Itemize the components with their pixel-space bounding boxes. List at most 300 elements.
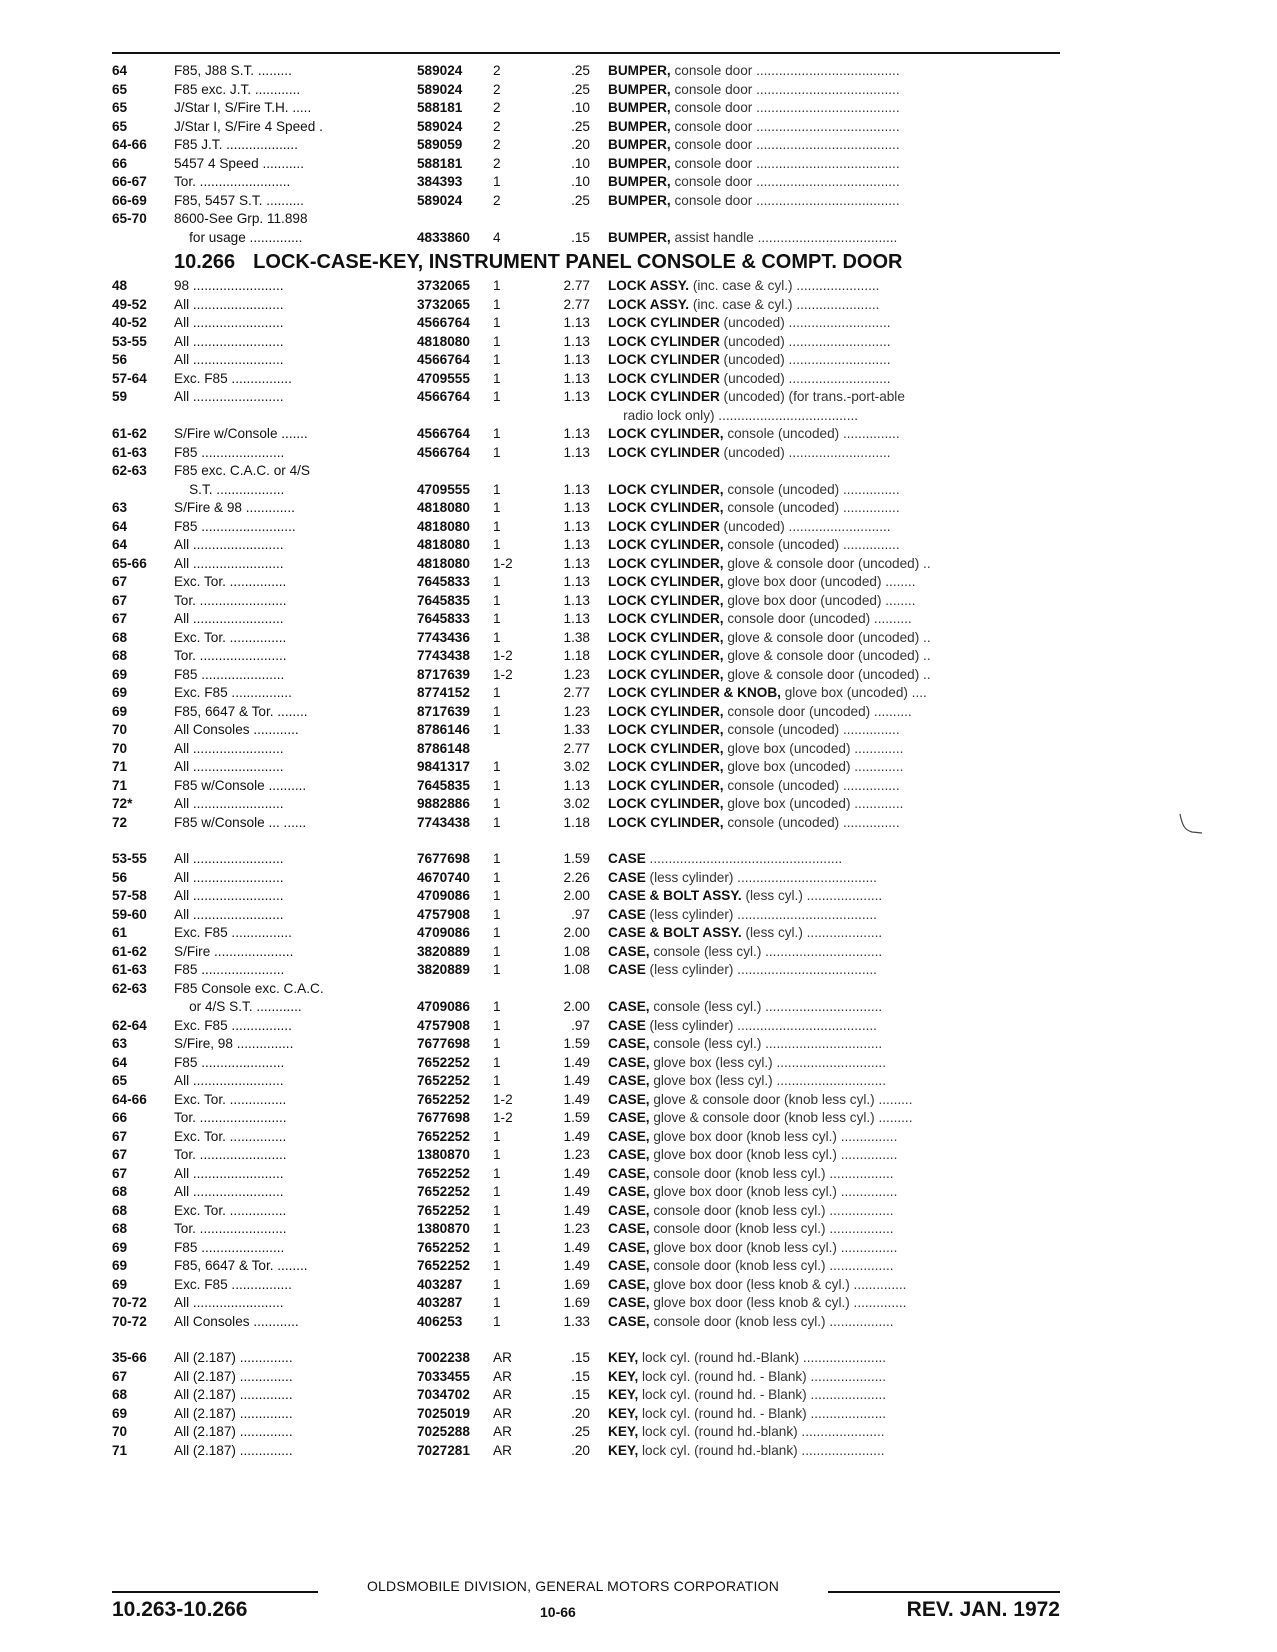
model-cell: All ........................ bbox=[174, 851, 284, 866]
part-description: glove box (less cyl.) ............................. bbox=[649, 1073, 886, 1088]
model-cell: All (2.187) .............. bbox=[174, 1405, 293, 1421]
part-description: glove & console door (knob less cyl.) ......... bbox=[649, 1110, 913, 1125]
quantity-cell: 1 bbox=[493, 999, 501, 1014]
quantity-cell: 1 bbox=[493, 1313, 501, 1329]
part-number-cell: 4709555 bbox=[417, 370, 470, 386]
part-description: console (uncoded) ............... bbox=[723, 777, 900, 793]
price-cell: 3.02 bbox=[563, 796, 590, 811]
price-cell: 1.13 bbox=[563, 574, 590, 589]
part-number-cell: 406253 bbox=[417, 1313, 463, 1329]
part-description: console door (knob less cyl.) ................. bbox=[649, 1221, 894, 1236]
model-cell: All ........................ bbox=[174, 1073, 284, 1088]
part-description: (uncoded) ........................... bbox=[719, 352, 891, 367]
part-row bbox=[112, 62, 1062, 81]
model-cell: All (2.187) .............. bbox=[174, 1424, 293, 1439]
description-cell bbox=[608, 555, 1062, 574]
part-row bbox=[112, 1239, 1062, 1258]
part-row bbox=[112, 869, 1062, 888]
part-description: console door (knob less cyl.) ................. bbox=[649, 1165, 894, 1181]
year-cell: 59-60 bbox=[112, 906, 147, 922]
part-name: KEY, bbox=[608, 1405, 639, 1421]
part-number-cell: 7743436 bbox=[417, 629, 470, 645]
part-description: console door (knob less cyl.) ................. bbox=[649, 1313, 894, 1329]
model-cell: Exc. Tor. ............... bbox=[174, 629, 287, 645]
quantity-cell: 1 bbox=[493, 500, 501, 515]
part-description: console door (knob less cyl.) ................. bbox=[649, 1202, 894, 1218]
year-cell: 66-69 bbox=[112, 192, 147, 208]
year-cell: 35-66 bbox=[112, 1350, 147, 1365]
description-cell bbox=[608, 721, 1062, 740]
quantity-cell: 1 bbox=[493, 629, 501, 645]
part-name: LOCK CYLINDER, bbox=[608, 537, 724, 552]
model-cell: F85, 6647 & Tor. ........ bbox=[174, 703, 308, 719]
description-cell bbox=[608, 1257, 1062, 1276]
part-name: CASE, bbox=[608, 1128, 650, 1144]
price-cell: .97 bbox=[571, 1017, 590, 1033]
description-cell bbox=[608, 1128, 1062, 1147]
year-cell: 49-52 bbox=[112, 296, 147, 312]
year-cell: 64-66 bbox=[112, 137, 147, 152]
part-row bbox=[112, 924, 1062, 943]
year-cell: 62-63 bbox=[112, 463, 147, 478]
part-description: (less cyl.) .................... bbox=[741, 888, 883, 903]
year-cell: 70-72 bbox=[112, 1295, 147, 1310]
description-cell bbox=[608, 351, 1062, 370]
year-cell: 67 bbox=[112, 1128, 128, 1144]
description-cell bbox=[608, 1202, 1062, 1221]
part-number-cell: 7652252 bbox=[417, 1054, 470, 1070]
year-cell: 71 bbox=[112, 777, 128, 793]
part-number-cell: 384393 bbox=[417, 174, 463, 189]
quantity-cell: 1 bbox=[493, 703, 501, 719]
part-description: console door (uncoded) .......... bbox=[723, 611, 912, 626]
part-row bbox=[112, 314, 1062, 333]
part-number-cell: 588181 bbox=[417, 100, 463, 115]
part-name: LOCK CYLINDER & KNOB, bbox=[608, 685, 781, 700]
part-description: (uncoded) ........................... bbox=[719, 333, 891, 349]
part-number-cell: 403287 bbox=[417, 1295, 463, 1310]
year-cell: 48 bbox=[112, 278, 128, 293]
part-row bbox=[112, 462, 1062, 481]
part-number-cell: 7645835 bbox=[417, 777, 470, 793]
description-cell bbox=[608, 998, 1062, 1017]
part-name: BUMPER, bbox=[608, 137, 671, 152]
description-cell bbox=[608, 192, 1062, 211]
year-cell: 67 bbox=[112, 1368, 128, 1384]
description-cell bbox=[608, 388, 1062, 407]
quantity-cell: 2 bbox=[493, 63, 501, 78]
part-name: CASE, bbox=[608, 1184, 650, 1199]
spacer bbox=[112, 832, 1062, 850]
description-cell bbox=[608, 1313, 1062, 1332]
part-row bbox=[112, 1128, 1062, 1147]
quantity-cell: AR bbox=[493, 1442, 512, 1458]
year-cell: 70-72 bbox=[112, 1313, 147, 1329]
price-cell: 1.08 bbox=[563, 962, 590, 977]
part-row bbox=[112, 1072, 1062, 1091]
description-cell bbox=[608, 277, 1062, 296]
price-cell: .97 bbox=[571, 906, 590, 922]
part-name: LOCK CYLINDER, bbox=[608, 814, 724, 830]
price-cell: 1.49 bbox=[563, 1128, 590, 1144]
description-cell bbox=[608, 333, 1062, 352]
part-row bbox=[112, 629, 1062, 648]
part-description: console door ...................................... bbox=[670, 63, 900, 78]
model-cell: F85, 6647 & Tor. ........ bbox=[174, 1258, 308, 1273]
part-number-cell: 8717639 bbox=[417, 666, 470, 682]
year-cell: 69 bbox=[112, 703, 128, 719]
part-row bbox=[112, 351, 1062, 370]
model-cell: All ........................ bbox=[174, 537, 284, 552]
price-cell: .25 bbox=[571, 1424, 590, 1439]
price-cell: 3.02 bbox=[563, 759, 590, 774]
year-cell: 66-67 bbox=[112, 174, 147, 189]
footer-rule-left bbox=[112, 1591, 318, 1593]
part-name: KEY, bbox=[608, 1442, 639, 1458]
model-cell: All ........................ bbox=[174, 740, 284, 756]
part-description: glove box door (uncoded) ........ bbox=[723, 592, 916, 608]
part-description: glove & console door (uncoded) .. bbox=[723, 666, 931, 682]
price-cell: 1.13 bbox=[563, 444, 590, 460]
part-row bbox=[112, 192, 1062, 211]
section-heading bbox=[112, 247, 1062, 277]
part-number-cell: 7645833 bbox=[417, 611, 470, 626]
description-cell bbox=[608, 777, 1062, 796]
year-cell: 67 bbox=[112, 611, 128, 626]
description-cell bbox=[608, 518, 1062, 537]
quantity-cell: 1 bbox=[493, 1202, 501, 1218]
part-row bbox=[112, 961, 1062, 980]
quantity-cell: 1 bbox=[493, 943, 501, 959]
part-description: radio lock only) ..................................... bbox=[608, 407, 859, 423]
model-cell: Tor. ........................ bbox=[174, 174, 291, 189]
part-name: CASE, bbox=[608, 1313, 650, 1329]
quantity-cell: 1 bbox=[493, 389, 501, 404]
year-cell: 66 bbox=[112, 1110, 128, 1125]
model-cell: F85 exc. C.A.C. or 4/S bbox=[174, 463, 310, 478]
quantity-cell: 1 bbox=[493, 1036, 501, 1051]
part-number-cell: 7645833 bbox=[417, 574, 470, 589]
model-cell: All ........................ bbox=[174, 906, 284, 922]
part-number-cell: 4818080 bbox=[417, 518, 470, 534]
quantity-cell: 1-2 bbox=[493, 666, 513, 682]
model-cell: All ........................ bbox=[174, 869, 284, 885]
model-cell: All ........................ bbox=[174, 1295, 284, 1310]
part-number-cell: 9841317 bbox=[417, 759, 470, 774]
part-description: glove & console door (uncoded) .. bbox=[723, 648, 931, 663]
model-cell: Exc. F85 ................ bbox=[174, 1276, 292, 1292]
part-row bbox=[112, 518, 1062, 537]
lock-rows bbox=[112, 277, 1062, 832]
model-cell: for usage .............. bbox=[174, 229, 303, 245]
part-description: console (uncoded) ............... bbox=[723, 537, 900, 552]
description-cell bbox=[608, 703, 1062, 722]
part-number-cell: 4566764 bbox=[417, 444, 470, 460]
description-cell bbox=[608, 1405, 1062, 1424]
part-row bbox=[112, 703, 1062, 722]
model-cell: 5457 4 Speed ........... bbox=[174, 155, 304, 171]
model-cell: Tor. ....................... bbox=[174, 648, 287, 663]
part-name: LOCK CYLINDER bbox=[608, 444, 720, 460]
part-description: glove & console door (uncoded) .. bbox=[723, 555, 931, 571]
part-description: glove box (uncoded) ............. bbox=[723, 796, 904, 811]
part-name: CASE, bbox=[608, 1276, 650, 1292]
part-name: BUMPER, bbox=[608, 63, 671, 78]
part-number-cell: 7652252 bbox=[417, 1165, 470, 1181]
part-name: LOCK CYLINDER, bbox=[608, 740, 724, 756]
price-cell: 1.13 bbox=[563, 611, 590, 626]
description-cell bbox=[608, 1091, 1062, 1110]
part-description: (uncoded) ........................... bbox=[719, 518, 891, 534]
part-row bbox=[112, 296, 1062, 315]
year-cell: 69 bbox=[112, 666, 128, 682]
part-row bbox=[112, 887, 1062, 906]
quantity-cell: 1 bbox=[493, 592, 501, 608]
description-cell bbox=[608, 1423, 1062, 1442]
part-name: CASE bbox=[608, 851, 646, 866]
price-cell: 2.77 bbox=[563, 685, 590, 700]
part-number-cell: 3732065 bbox=[417, 296, 470, 312]
part-number-cell: 7652252 bbox=[417, 1091, 470, 1107]
pen-mark bbox=[1178, 810, 1208, 840]
part-name: CASE, bbox=[608, 999, 650, 1014]
price-cell: 1.49 bbox=[563, 1258, 590, 1273]
price-cell: 1.18 bbox=[563, 648, 590, 663]
part-description: glove & console door (knob less cyl.) ......... bbox=[649, 1091, 913, 1107]
part-row bbox=[112, 229, 1062, 248]
quantity-cell: 1 bbox=[493, 1073, 501, 1088]
part-number-cell: 7677698 bbox=[417, 1036, 470, 1051]
description-cell bbox=[608, 924, 1062, 943]
part-name: KEY, bbox=[608, 1424, 639, 1439]
part-name: LOCK CYLINDER, bbox=[608, 796, 724, 811]
quantity-cell: 1 bbox=[493, 777, 501, 793]
part-description: (less cylinder) ..................................... bbox=[645, 869, 877, 885]
part-number-cell: 7652252 bbox=[417, 1202, 470, 1218]
case-rows bbox=[112, 850, 1062, 1331]
price-cell: 1.13 bbox=[563, 518, 590, 534]
part-number-cell: 4709555 bbox=[417, 481, 470, 497]
part-number-cell: 7743438 bbox=[417, 648, 470, 663]
description-cell bbox=[608, 795, 1062, 814]
part-row bbox=[112, 795, 1062, 814]
part-description: glove box door (knob less cyl.) ............... bbox=[649, 1184, 898, 1199]
part-row bbox=[112, 1091, 1062, 1110]
description-cell bbox=[608, 1146, 1062, 1165]
description-cell bbox=[608, 1109, 1062, 1128]
year-cell: 56 bbox=[112, 869, 128, 885]
part-description: glove box door (knob less cyl.) ............... bbox=[649, 1239, 898, 1255]
part-number-cell: 7677698 bbox=[417, 1110, 470, 1125]
part-row bbox=[112, 444, 1062, 463]
quantity-cell: 1-2 bbox=[493, 555, 513, 571]
year-cell: 56 bbox=[112, 352, 128, 367]
year-cell: 67 bbox=[112, 1147, 128, 1162]
model-cell: Exc. Tor. ............... bbox=[174, 1202, 287, 1218]
description-cell bbox=[608, 370, 1062, 389]
price-cell: 1.69 bbox=[563, 1295, 590, 1310]
part-description: (inc. case & cyl.) ...................... bbox=[689, 296, 880, 312]
part-name: CASE bbox=[608, 962, 646, 977]
price-cell: 2.26 bbox=[563, 869, 590, 885]
year-cell: 64 bbox=[112, 518, 128, 534]
part-number-cell: 7645835 bbox=[417, 592, 470, 608]
model-cell: S/Fire ..................... bbox=[174, 943, 294, 959]
year-cell: 68 bbox=[112, 629, 128, 645]
quantity-cell: 1 bbox=[493, 1239, 501, 1255]
part-name: CASE, bbox=[608, 1221, 650, 1236]
year-cell: 65-66 bbox=[112, 555, 147, 571]
spacer bbox=[112, 1331, 1062, 1349]
footer-page-number: 10-66 bbox=[540, 1604, 576, 1620]
quantity-cell: AR bbox=[493, 1424, 512, 1439]
price-cell: 1.13 bbox=[563, 537, 590, 552]
part-number-cell: 7652252 bbox=[417, 1128, 470, 1144]
quantity-cell: 1 bbox=[493, 426, 501, 441]
part-name: LOCK CYLINDER bbox=[608, 352, 720, 367]
part-row bbox=[112, 1423, 1062, 1442]
year-cell: 72 bbox=[112, 814, 128, 830]
description-cell bbox=[608, 740, 1062, 759]
part-number-cell: 4566764 bbox=[417, 389, 470, 404]
year-cell: 65 bbox=[112, 100, 128, 115]
part-number-cell: 403287 bbox=[417, 1276, 463, 1292]
year-cell: 70 bbox=[112, 740, 128, 756]
part-row bbox=[112, 99, 1062, 118]
part-description: console door (knob less cyl.) ................. bbox=[649, 1258, 894, 1273]
part-name: LOCK CYLINDER, bbox=[608, 777, 724, 793]
part-row bbox=[112, 155, 1062, 174]
part-row bbox=[112, 388, 1062, 407]
model-cell: 8600-See Grp. 11.898 bbox=[174, 211, 308, 226]
price-cell: 1.49 bbox=[563, 1165, 590, 1181]
part-number-cell: 9882886 bbox=[417, 796, 470, 811]
part-name: CASE bbox=[608, 1017, 646, 1033]
part-name: LOCK CYLINDER, bbox=[608, 592, 724, 608]
part-row bbox=[112, 1202, 1062, 1221]
quantity-cell: 1 bbox=[493, 444, 501, 460]
part-description: glove box (uncoded) .... bbox=[780, 685, 927, 700]
part-name: LOCK CYLINDER, bbox=[608, 722, 724, 737]
part-description: console door ...................................... bbox=[670, 155, 900, 171]
part-description: console door (uncoded) .......... bbox=[723, 703, 912, 719]
model-cell: F85, 5457 S.T. .......... bbox=[174, 192, 304, 208]
description-cell bbox=[608, 1276, 1062, 1295]
year-cell: 65 bbox=[112, 81, 128, 97]
part-name: CASE & BOLT ASSY. bbox=[608, 888, 742, 903]
description-cell bbox=[608, 666, 1062, 685]
price-cell: 1.13 bbox=[563, 592, 590, 608]
part-description: lock cyl. (round hd. - Blank) .................... bbox=[638, 1387, 887, 1402]
year-cell: 53-55 bbox=[112, 333, 147, 349]
part-description: lock cyl. (round hd.-Blank) ...................... bbox=[638, 1350, 887, 1365]
description-cell bbox=[608, 99, 1062, 118]
part-number-cell: 1380870 bbox=[417, 1221, 470, 1236]
part-row bbox=[112, 758, 1062, 777]
year-cell: 63 bbox=[112, 500, 128, 515]
price-cell: .20 bbox=[571, 1442, 590, 1458]
description-cell bbox=[608, 610, 1062, 629]
description-cell bbox=[608, 229, 1062, 248]
quantity-cell: AR bbox=[493, 1350, 512, 1365]
price-cell: 1.08 bbox=[563, 943, 590, 959]
part-number-cell: 589024 bbox=[417, 63, 463, 78]
model-cell: F85 Console exc. C.A.C. bbox=[174, 980, 324, 996]
description-cell bbox=[608, 314, 1062, 333]
part-number-cell: 1380870 bbox=[417, 1147, 470, 1162]
quantity-cell: 1 bbox=[493, 888, 501, 903]
part-name: LOCK CYLINDER, bbox=[608, 500, 724, 515]
description-cell bbox=[608, 407, 1062, 426]
part-name: BUMPER, bbox=[608, 100, 671, 115]
part-number-cell: 7652252 bbox=[417, 1073, 470, 1088]
part-number-cell: 8774152 bbox=[417, 685, 470, 700]
description-cell bbox=[608, 684, 1062, 703]
description-cell bbox=[608, 536, 1062, 555]
quantity-cell: 1 bbox=[493, 611, 501, 626]
price-cell: 1.23 bbox=[563, 1147, 590, 1162]
part-number-cell: 7652252 bbox=[417, 1258, 470, 1273]
year-cell: 69 bbox=[112, 685, 128, 700]
year-cell: 61-62 bbox=[112, 943, 147, 959]
quantity-cell: 1 bbox=[493, 962, 501, 977]
model-cell: F85 exc. J.T. ............ bbox=[174, 81, 301, 97]
part-description: (uncoded) ........................... bbox=[719, 315, 891, 330]
model-cell: All ........................ bbox=[174, 1165, 284, 1181]
part-row bbox=[112, 1257, 1062, 1276]
part-description: (uncoded) (for trans.-port-able bbox=[719, 389, 905, 404]
price-cell: 1.13 bbox=[563, 352, 590, 367]
part-row bbox=[112, 425, 1062, 444]
part-row bbox=[112, 980, 1062, 999]
part-row bbox=[112, 1313, 1062, 1332]
part-name: BUMPER, bbox=[608, 174, 671, 189]
part-row bbox=[112, 1109, 1062, 1128]
price-cell: 1.49 bbox=[563, 1184, 590, 1199]
year-cell: 57-58 bbox=[112, 888, 147, 903]
description-cell bbox=[608, 136, 1062, 155]
price-cell: 1.13 bbox=[563, 481, 590, 497]
year-cell: 67 bbox=[112, 574, 128, 589]
part-name: LOCK CYLINDER, bbox=[608, 611, 724, 626]
quantity-cell: 1 bbox=[493, 814, 501, 830]
year-cell: 68 bbox=[112, 1202, 128, 1218]
year-cell: 68 bbox=[112, 648, 128, 663]
description-cell bbox=[608, 1220, 1062, 1239]
part-row bbox=[112, 1276, 1062, 1295]
description-cell bbox=[608, 814, 1062, 833]
quantity-cell: 2 bbox=[493, 118, 501, 134]
model-cell: Exc. F85 ................ bbox=[174, 925, 292, 940]
part-name: LOCK CYLINDER, bbox=[608, 759, 724, 774]
part-name: CASE, bbox=[608, 1202, 650, 1218]
year-cell: 64-66 bbox=[112, 1091, 147, 1107]
price-cell: 1.23 bbox=[563, 703, 590, 719]
part-row bbox=[112, 1183, 1062, 1202]
part-name: BUMPER, bbox=[608, 229, 671, 245]
part-row bbox=[112, 481, 1062, 500]
price-cell: 1.13 bbox=[563, 370, 590, 386]
description-cell bbox=[608, 961, 1062, 980]
description-cell bbox=[608, 887, 1062, 906]
price-cell: 1.13 bbox=[563, 777, 590, 793]
quantity-cell: 1 bbox=[493, 315, 501, 330]
model-cell: All ........................ bbox=[174, 1184, 284, 1199]
year-cell: 69 bbox=[112, 1258, 128, 1273]
description-cell bbox=[608, 1017, 1062, 1036]
model-cell: Exc. Tor. ............... bbox=[174, 1128, 287, 1144]
description-cell bbox=[608, 425, 1062, 444]
